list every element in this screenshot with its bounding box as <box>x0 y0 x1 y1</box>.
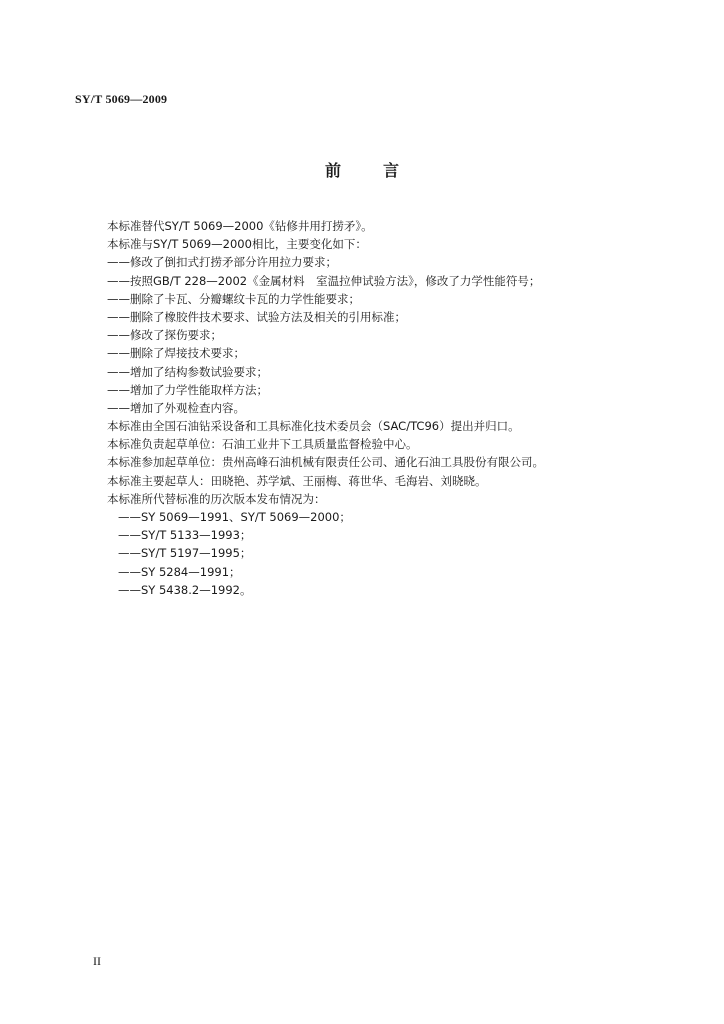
list-item-change: ——修改了探伤要求； <box>107 328 222 343</box>
paragraph-participating-drafters: 本标准参加起草单位：贵州高峰石油机械有限责任公司、通化石油工具股份有限公司。 <box>107 455 544 470</box>
list-item-history: ——SY/T 5133—1993； <box>118 528 252 543</box>
list-item-change: ——增加了结构参数试验要求； <box>107 364 268 379</box>
standard-code: SY/T 5069—2009 <box>75 92 168 106</box>
page-title <box>0 158 724 181</box>
title-char-2: 言 <box>383 161 400 180</box>
list-item-change: ——增加了外观检查内容。 <box>107 400 245 415</box>
preface-body <box>0 217 724 599</box>
paragraph-responsible-drafter: 本标准负责起草单位：石油工业井下工具质量监督检验中心。 <box>107 437 418 452</box>
list-item-history: ——SY 5284—1991； <box>118 564 241 579</box>
paragraph-proposed-by: 本标准由全国石油钻采设备和工具标准化技术委员会（SAC/TC96）提出并归口。 <box>107 419 520 434</box>
list-item-history: ——SY 5069—1991、SY/T 5069—2000； <box>118 510 351 524</box>
list-item-change: ——删除了焊接技术要求； <box>107 346 245 361</box>
list-item-history: ——SY/T 5197—1995； <box>118 546 252 561</box>
page-number: II <box>93 954 101 968</box>
title-char-1: 前 <box>324 161 341 180</box>
list-item-history: ——SY 5438.2—1992。 <box>118 582 252 597</box>
list-item-change: ——修改了倒扣式打捞矛部分许用拉力要求； <box>107 255 337 270</box>
paragraph-replaces: 本标准替代SY/T 5069—2000《钻修井用打捞矛》。 <box>107 219 373 233</box>
list-item-change: ——按照GB/T 228—2002《金属材料 室温拉伸试验方法》，修改了力学性能符号； <box>107 273 541 288</box>
list-item-change: ——删除了橡胶件技术要求、试验方法及相关的引用标准； <box>107 309 406 324</box>
paragraph-changes-intro: 本标准与SY/T 5069—2000相比，主要变化如下： <box>107 237 367 252</box>
list-item-change: ——增加了力学性能取样方法； <box>107 382 268 397</box>
paragraph-history-intro: 本标准所代替标准的历次版本发布情况为： <box>107 491 326 506</box>
list-item-change: ——删除了卡瓦、分瓣螺纹卡瓦的力学性能要求； <box>107 291 360 306</box>
paragraph-main-drafters: 本标准主要起草人：田晓艳、苏学斌、王丽梅、蒋世华、毛海岩、刘晓晓。 <box>107 473 487 488</box>
